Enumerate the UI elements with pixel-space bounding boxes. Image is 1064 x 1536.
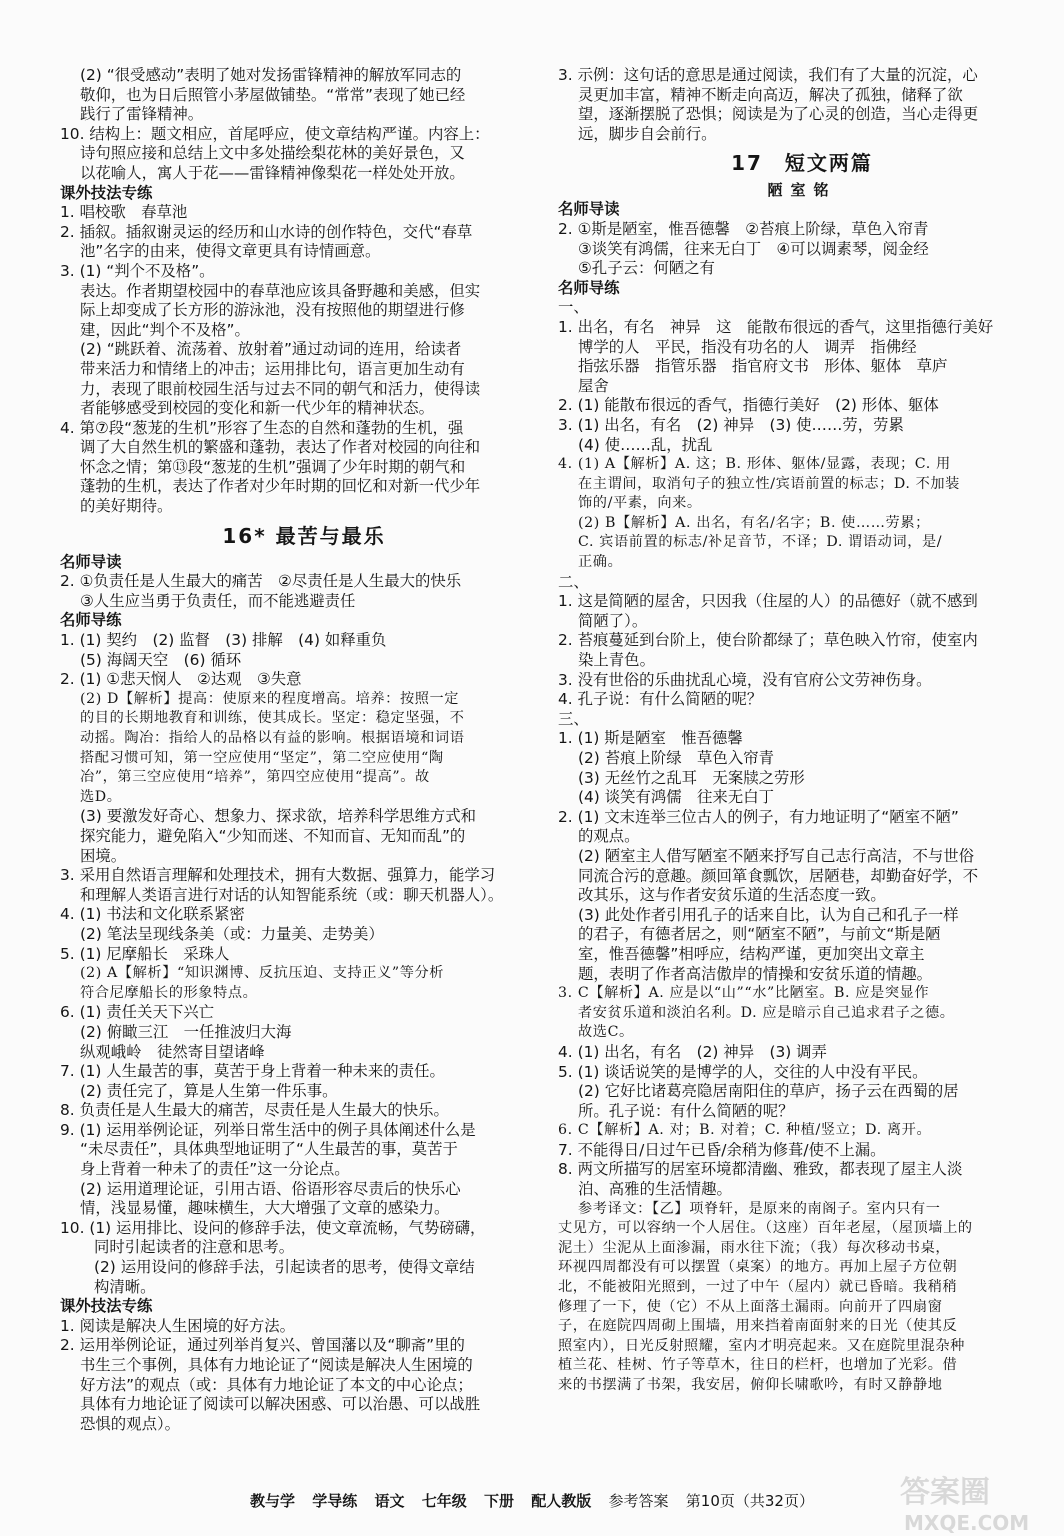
answer-line: (2) 运用道理论证，引用古语、俗语形容尽责后的快乐心	[80, 1179, 461, 1198]
answer-line: 诗句照应接和总结上文中多处描绘梨花林的美好景色，又	[80, 144, 465, 163]
answer-line: 改其乐，这与作者安贫乐道的生活态度一致。	[578, 886, 886, 905]
answer-line: 灵更加丰富，精神不断走向高迈，解决了孤独，储释了欲	[578, 85, 963, 104]
answer-line: 2. 插叙。插叙谢灵运的经历和山水诗的创作特色，交代“春草	[60, 222, 473, 241]
answer-line: 望，逐渐摆脱了恐惧；阅读是为了心灵的创造，当心走得更	[578, 105, 979, 124]
answer-line: 4. 第⑦段“葱茏的生机”形容了生态的自然和蓬勃的生机，强	[60, 418, 464, 437]
answer-line: 1. 阅读是解决人生困境的好方法。	[60, 1316, 296, 1335]
answer-line: 3. (1) 出名，有名 (2) 神异 (3) 使……劳，劳累	[558, 415, 904, 434]
answer-line: 3. C【解析】A. 应是以“山”“水”比陋室。B. 应是突显作	[558, 985, 930, 1002]
answer-line: 者能够感受到校园的变化和新一代少年的精神状态。	[80, 399, 434, 418]
answer-line: 好方法”的观点（或：具体有力地论证了本文的中心论点；	[80, 1375, 473, 1394]
answer-line: 丈见方，可以容纳一个人居住。（这座）百年老屋，（屋顶墙上的	[558, 1220, 973, 1237]
answer-line: (2) D【解析】提高：使原来的程度增高。培养：按照一定	[80, 690, 460, 707]
answer-line: 的美好期待。	[80, 497, 173, 516]
lesson-title: 17 短文两篇	[731, 151, 873, 176]
answer-line: 2. ①斯是陋室，惟吾德馨 ②苔痕上阶绿，草色入帘青	[558, 219, 929, 238]
answer-line: 1. (1) 契约 (2) 监督 (3) 排解 (4) 如释重负	[60, 631, 387, 650]
answer-line: 具体有力地论证了阅读可以解决困惑、可以治愚、可以战胜	[80, 1395, 481, 1414]
footer-subject: 语文	[374, 1492, 405, 1510]
answer-line: 6. (1) 责任关天下兴亡	[60, 1003, 215, 1022]
answer-line: (2) 它好比诸葛亮隐居南阳住的草庐，扬子云在西蜀的居	[578, 1082, 959, 1101]
section-heading: 名师导读	[60, 552, 122, 571]
answer-line: 建，因此“判个不及格”。	[80, 320, 250, 339]
answer-line: 染上青色。	[578, 651, 655, 670]
answer-line: 际上却变成了长方形的游泳池，没有按照他的期望进行修	[80, 301, 465, 320]
footer-series: 学导练	[312, 1492, 358, 1510]
footer-book: 教与学	[250, 1492, 296, 1510]
answer-line: 1. (1) 斯是陋室 惟吾德馨	[558, 729, 743, 748]
answer-line: (2) 责任完了，算是人生第一件乐事。	[80, 1081, 338, 1100]
answer-line: 泊、高雅的生活情趣。	[578, 1180, 732, 1199]
answer-line: 泥土）尘泥从上面渗漏，雨水往下流；（我）每次移动书桌，	[558, 1239, 951, 1256]
answer-line: (2) B【解析】A. 出名，有名/名字；B. 使……劳累；	[578, 514, 930, 531]
answer-line: (2) 笔法呈现线条美（或：力量美、走势美）	[80, 924, 384, 943]
answer-line: 身上背着一种未了的责任”这一分论点。	[80, 1160, 350, 1179]
answer-line: 践行了雷锋精神。	[80, 105, 204, 124]
answer-line: 1. 这是简陋的屋舍，只因我（住屋的人）的品德好（就不感到	[558, 592, 978, 611]
section-heading: 名师导读	[558, 200, 620, 219]
answer-line: 5. (1) 尼摩船长 采珠人	[60, 944, 230, 963]
answer-line: ⑤孔子云：何陋之有	[578, 259, 715, 278]
answer-line: 表达。作者期望校园中的春草池应该具备野趣和美感，但实	[80, 281, 481, 300]
answer-line: 4. (1) A【解析】A. 这；B. 形体、躯体/显露，表现；C. 用	[558, 456, 951, 473]
answer-line: (2) 陋室主人借写陋室不陋来抒写自己志行高洁，不与世俗	[578, 846, 975, 865]
answer-line: 2. 运用举例论证，通过列举肖复兴、曾国藩以及“聊斋”里的	[60, 1336, 465, 1355]
answer-line: 2. ①负责任是人生最大的痛苦 ②尽责任是人生最大的快乐	[60, 572, 462, 591]
answer-line: 所。孔子说：有什么简陋的呢？	[578, 1101, 794, 1120]
answer-line: 搭配习惯可知，第一空应使用“坚定”，第二空应使用“陶	[80, 749, 444, 766]
answer-line: (2) “跳跃着、流荡着、放射着”通过动词的连用，给读者	[80, 340, 462, 359]
answer-line: 10. 结构上：题文相应，首尾呼应，使文章结构严谨。内容上：	[60, 124, 490, 143]
answer-line: 博学的人 平民，指没有功名的人 调弄 指佛经	[578, 337, 917, 356]
section-heading: 课外技法专练	[60, 183, 153, 202]
answer-line: 简陋了）。	[578, 611, 648, 630]
lesson-subtitle: 陋室铭	[767, 181, 837, 200]
answer-line: (2) “很受感动”表明了她对发扬雷锋精神的解放军同志的	[80, 66, 462, 84]
answer-line: 蓬勃的生机，表达了作者对少年时期的回忆和对新一代少年	[80, 477, 481, 496]
answer-line: 7. (1) 人生最苦的事，莫苦于身上背着一种未来的责任。	[60, 1062, 445, 1081]
answer-line: 冶”，第三空应使用“培养”，第四空应使用“提高”。故	[80, 769, 430, 786]
answer-line: 10. (1) 运用排比、设问的修辞手法，使文章流畅，气势磅礴，	[60, 1218, 486, 1237]
section-heading: 课外技法专练	[60, 1297, 153, 1316]
answer-line: 修理了一下，使（它）不从上面落土漏雨。向前开了四扇窗	[558, 1298, 943, 1315]
answer-line: 敬仰，也为日后照管小茅屋做铺垫。“常常”表现了她已经	[80, 85, 466, 104]
watermark-logo	[890, 1468, 1060, 1536]
right-column	[558, 66, 1046, 1396]
footer-page-number: 第10页（共32页）	[685, 1492, 814, 1510]
answer-line: 北，不能被阳光照到，一过了中午（屋内）就已昏暗。我稍稍	[558, 1279, 958, 1296]
answer-line: 书生三个事例，具体有力地论证了“阅读是解决人生困境的	[80, 1356, 473, 1374]
left-column	[60, 66, 548, 1434]
answer-line: 来的书摆满了书架，我安居，俯仰长啸歌吟，有时又静静地	[558, 1377, 943, 1393]
answer-line: C. 宾语前置的标志/补足音节，不译；D. 谓语动词，是/	[578, 534, 943, 551]
answer-line: 一、	[558, 298, 589, 317]
answer-line: 子，在庭院四周砌上围墙，用来挡着南面射来的日光（使其反	[558, 1318, 958, 1335]
answer-line: 2. 苔痕蔓延到台阶上，使台阶都绿了；草色映入竹帘，使室内	[558, 631, 978, 650]
answer-line: 照室内），日光反射照耀，室内才明亮起来。又在庭院里混杂种	[558, 1337, 965, 1354]
answer-line: 带来活力和情绪上的冲击；运用排比句，语言更加生动有	[80, 359, 465, 378]
answer-line: 池”名字的由来，使得文章更具有诗情画意。	[80, 242, 381, 261]
answer-line: 2. (1) 文末连举三位古人的例子，有力地证明了“陋室不陋”	[558, 807, 959, 826]
answer-line: 9. (1) 运用举例论证，列举日常生活中的例子具体阐述什么是	[60, 1120, 476, 1139]
footer-ref: 参考答案	[608, 1492, 669, 1510]
answer-line: 动摇。陶冶：指给人的品格以有益的影响。根据语境和词语	[80, 730, 465, 746]
answer-line: 调了大自然生机的繁盛和蓬勃，表达了作者对校园的向往和	[80, 438, 481, 457]
answer-line: 同时引起读者的注意和思考。	[94, 1238, 295, 1257]
section-heading: 名师导练	[60, 611, 122, 630]
watermark-site: MXQE.COM	[904, 1511, 1030, 1535]
answer-line: 恐惧的观点）。	[80, 1414, 181, 1433]
answer-line: 5. (1) 谈话说笑的是博学的人，交往的人中没有平民。	[558, 1062, 928, 1081]
answer-line: 者安贫乐道和淡泊名利。D. 应是暗示自己追求君子之德。	[578, 1004, 955, 1021]
answer-line: (2) 苔痕上阶绿 草色入帘青	[578, 749, 774, 767]
answer-line: 2. (1) ①悲天悯人 ②达观 ③失意	[60, 670, 302, 689]
answer-line: 3. 采用自然语言理解和处理技术，拥有大数据、强算力，能学习	[60, 866, 496, 885]
answer-line: 参考译文：【乙】项脊轩，是原来的南阁子。室内只有一	[578, 1200, 941, 1217]
answer-line: 符合尼摩船长的形象特点。	[80, 984, 258, 1001]
answer-line: 的目的长期地教育和训练，使其成长。坚定：稳定坚强，不	[80, 710, 465, 727]
answer-line: (3) 无丝竹之乱耳 无案牍之劳形	[578, 768, 805, 787]
footer-edition: 配人教版	[531, 1492, 592, 1510]
answer-line: 选D。	[80, 788, 122, 805]
footer-volume: 下册	[484, 1492, 515, 1510]
answer-line: 7. 不能得日/日过午已昏/余稍为修葺/使不上漏。	[558, 1140, 886, 1159]
answer-line: 在主谓间，取消句子的独立性/宾语前置的标志；D. 不加装	[578, 475, 960, 492]
lesson-title: 16* 最苦与最乐	[222, 523, 386, 548]
answer-line: 构清晰。	[94, 1277, 156, 1296]
answer-line: (3) 要激发好奇心、想象力、探求欲，培养科学思维方式和	[80, 807, 477, 826]
answer-line: 正确。	[578, 554, 623, 571]
answer-line: (2) 运用设问的修辞手法，引起读者的思考，使得文章结	[94, 1258, 475, 1277]
section-heading: 名师导练	[558, 278, 620, 297]
answer-line: 力，表现了眼前校园生活与过去不同的朝气和活力，使得读	[80, 379, 481, 398]
answer-line: 以花喻人，寓人于花——雷锋精神像梨花一样处处开放。	[80, 163, 465, 182]
answer-line: (3) 此处作者引用孔子的话来自比，认为自己和孔子一样	[578, 905, 959, 924]
answer-line: 远，脚步自会前行。	[578, 124, 717, 143]
answer-line: 3. 没有世俗的乐曲扰乱心境，没有官府公文劳神伤身。	[558, 670, 932, 689]
answer-line: 植兰花、桂树、竹子等草木，往日的栏杆，也增加了光彩。借	[558, 1357, 958, 1374]
answer-line: 困境。	[80, 846, 127, 865]
answer-line: 同流合污的意趣。颜回箪食瓢饮，居陋巷，却勤奋好学，不	[578, 866, 979, 885]
answer-line: 情，浅显易懂，趣味横生，大大增强了文章的感染力。	[80, 1199, 450, 1218]
answer-line: 环视四周都没有可以摆置（桌案）的地方。再加上屋子方位朝	[558, 1259, 958, 1276]
footer-grade: 七年级	[421, 1492, 467, 1510]
watermark-title: 答案圈	[900, 1475, 990, 1510]
answer-line: 6. C【解析】A. 对；B. 对着；C. 种植/竖立；D. 离开。	[558, 1122, 932, 1139]
answer-line: 饰的/平素，向来。	[578, 495, 702, 512]
answer-line: (2) A【解析】“知识渊博、反抗压迫、支持正义”等分析	[80, 965, 445, 982]
answer-line: 屋舍	[578, 376, 609, 395]
answer-line: ③谈笑有鸿儒，往来无白丁 ④可以调素琴，阅金经	[578, 239, 929, 258]
answer-line: 2. (1) 能散布很远的香气，指德行美好 (2) 形体、躯体	[558, 396, 939, 415]
answer-line: 纵观峨岭 徒然寄目望诸峰	[80, 1042, 265, 1061]
answer-line: 的观点。	[578, 827, 640, 846]
answer-line: (2) 俯瞰三江 一任推波归大海	[80, 1022, 292, 1041]
answer-line: 和理解人类语言进行对话的认知智能系统（或：聊天机器人）。	[80, 885, 504, 904]
answer-line: 1. 唱校歌 春草池	[60, 203, 188, 222]
answer-line: 怀念之情；第⑬段“葱茏的生机”强调了少年时期的朝气和	[80, 457, 466, 476]
answer-line: 4. (1) 出名，有名 (2) 神异 (3) 调弄	[558, 1042, 827, 1061]
answer-line: 三、	[558, 709, 589, 728]
answer-line: (4) 谈笑有鸿儒 往来无白丁	[578, 788, 774, 807]
answer-line: 8. 负责任是人生最大的痛苦，尽责任是人生最大的快乐。	[60, 1101, 449, 1120]
answer-line: “未尽责任”，具体典型地证明了“人生最苦的事，莫苦于	[80, 1140, 458, 1159]
answer-line: (4) 使……乱，扰乱	[578, 435, 713, 454]
answer-line: 4. 孔子说：有什么简陋的呢？	[558, 690, 763, 709]
answer-line: ③人生应当勇于负责任，而不能逃避责任	[80, 591, 356, 610]
answer-line: 4. (1) 书法和文化联系紧密	[60, 905, 245, 924]
answer-line: (5) 海阔天空 (6) 循环	[80, 650, 242, 669]
answer-line: 室，惟吾德馨”相呼应，结构严谨，更加突出文章主	[578, 944, 925, 963]
answer-line: 1. 出名，有名 神异 这 能散布很远的香气，这里指德行美好	[558, 317, 994, 336]
answer-line: 故选C。	[578, 1024, 634, 1041]
answer-line: 8. 两文所描写的居室环境都清幽、雅致，都表现了屋主人淡	[558, 1160, 963, 1179]
answer-line: 3. 示例：这句话的意思是通过阅读，我们有了大量的沉淀，心	[558, 66, 978, 84]
answer-line: 探究能力，避免陷入“少知而迷、不知而盲、无知而乱”的	[80, 826, 466, 845]
answer-line: 二、	[558, 572, 589, 591]
answer-line: 指弦乐器 指管乐器 指官府文书 形体、躯体 草庐	[578, 357, 948, 376]
answer-line: 题，表明了作者高洁傲岸的情操和安贫乐道的情趣。	[578, 964, 932, 983]
answer-line: 3. (1) “判个不及格”。	[60, 261, 215, 280]
answer-line: 的君子，有德者居之，则“陋室不陋”，与前文“斯是陋	[578, 925, 941, 944]
